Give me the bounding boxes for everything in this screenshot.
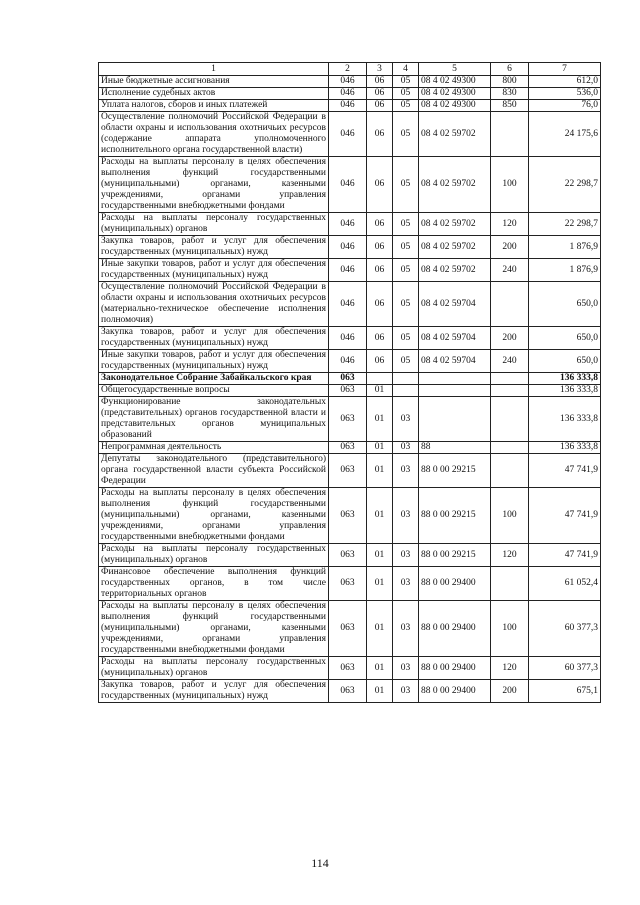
cell-target-article: 88 0 00 29215 <box>419 454 491 488</box>
table-row <box>99 327 601 350</box>
table-row <box>99 236 601 259</box>
cell-subsection: 03 <box>393 601 419 657</box>
cell-expense-type <box>491 442 529 454</box>
cell-subsection: 05 <box>393 350 419 373</box>
cell-ministry-code: 046 <box>329 259 367 282</box>
cell-section <box>367 373 393 385</box>
table-row <box>99 88 601 100</box>
cell-section: 01 <box>367 385 393 397</box>
cell-name: Функционирование законодательных (представительных) органов государственной власти и представительных органов муниципальных образований <box>99 397 329 442</box>
cell-subsection: 03 <box>393 442 419 454</box>
cell-section: 01 <box>367 657 393 680</box>
table-body <box>99 76 601 703</box>
cell-ministry-code: 063 <box>329 385 367 397</box>
budget-table <box>98 62 601 703</box>
column-header: 4 <box>393 63 419 76</box>
cell-name: Расходы на выплаты персоналу в целях обеспечения выполнения функций государственными (муниципальными) органами, казенными учреждениями, органами управления государственными внебюджетными фондами <box>99 601 329 657</box>
cell-target-article <box>419 373 491 385</box>
cell-ministry-code: 046 <box>329 213 367 236</box>
column-header: 6 <box>491 63 529 76</box>
cell-subsection: 05 <box>393 88 419 100</box>
cell-section: 06 <box>367 259 393 282</box>
cell-ministry-code: 046 <box>329 157 367 213</box>
cell-amount: 47 741,9 <box>529 488 601 544</box>
cell-target-article: 88 0 00 29400 <box>419 567 491 601</box>
cell-expense-type: 120 <box>491 544 529 567</box>
cell-expense-type <box>491 567 529 601</box>
cell-amount: 650,0 <box>529 282 601 327</box>
cell-name: Расходы на выплаты персоналу государственных (муниципальных) органов <box>99 657 329 680</box>
table-row <box>99 544 601 567</box>
cell-target-article: 88 0 00 29400 <box>419 680 491 703</box>
cell-amount: 612,0 <box>529 76 601 88</box>
cell-section: 06 <box>367 88 393 100</box>
cell-amount: 24 175,6 <box>529 112 601 157</box>
table-row <box>99 100 601 112</box>
cell-name: Иные бюджетные ассигнования <box>99 76 329 88</box>
cell-expense-type <box>491 373 529 385</box>
cell-subsection <box>393 385 419 397</box>
cell-section: 06 <box>367 157 393 213</box>
cell-amount: 650,0 <box>529 327 601 350</box>
cell-target-article: 88 0 00 29400 <box>419 657 491 680</box>
cell-section: 01 <box>367 454 393 488</box>
cell-amount: 60 377,3 <box>529 601 601 657</box>
cell-target-article: 08 4 02 59702 <box>419 112 491 157</box>
column-header: 5 <box>419 63 491 76</box>
cell-expense-type: 200 <box>491 680 529 703</box>
cell-expense-type <box>491 397 529 442</box>
table-row <box>99 76 601 88</box>
cell-amount: 1 876,9 <box>529 236 601 259</box>
cell-name: Закупка товаров, работ и услуг для обеспечения государственных (муниципальных) нужд <box>99 327 329 350</box>
cell-amount: 61 052,4 <box>529 567 601 601</box>
table-row <box>99 112 601 157</box>
cell-subsection: 05 <box>393 157 419 213</box>
cell-section: 01 <box>367 601 393 657</box>
cell-ministry-code: 046 <box>329 88 367 100</box>
cell-subsection: 03 <box>393 680 419 703</box>
cell-name: Непрограммная деятельность <box>99 442 329 454</box>
cell-expense-type <box>491 112 529 157</box>
cell-target-article: 08 4 02 59702 <box>419 236 491 259</box>
table-row <box>99 373 601 385</box>
cell-target-article: 08 4 02 49300 <box>419 76 491 88</box>
cell-subsection: 03 <box>393 544 419 567</box>
table-row <box>99 601 601 657</box>
table-row <box>99 454 601 488</box>
cell-target-article: 08 4 02 59704 <box>419 327 491 350</box>
cell-expense-type: 100 <box>491 488 529 544</box>
cell-expense-type: 240 <box>491 259 529 282</box>
table-row <box>99 259 601 282</box>
cell-target-article: 88 0 00 29215 <box>419 544 491 567</box>
cell-section: 06 <box>367 112 393 157</box>
cell-amount: 76,0 <box>529 100 601 112</box>
cell-target-article: 08 4 02 59702 <box>419 157 491 213</box>
cell-ministry-code: 046 <box>329 100 367 112</box>
cell-name: Уплата налогов, сборов и иных платежей <box>99 100 329 112</box>
cell-amount: 650,0 <box>529 350 601 373</box>
cell-target-article: 08 4 02 59702 <box>419 213 491 236</box>
cell-section: 01 <box>367 544 393 567</box>
cell-name: Законодательное Собрание Забайкальского края <box>99 373 329 385</box>
cell-ministry-code: 063 <box>329 373 367 385</box>
cell-name: Расходы на выплаты персоналу государственных (муниципальных) органов <box>99 544 329 567</box>
cell-section: 06 <box>367 236 393 259</box>
cell-ministry-code: 063 <box>329 567 367 601</box>
cell-subsection: 05 <box>393 76 419 88</box>
column-header: 7 <box>529 63 601 76</box>
cell-target-article: 08 4 02 59704 <box>419 282 491 327</box>
cell-amount: 22 298,7 <box>529 157 601 213</box>
cell-name: Осуществление полномочий Российской Федерации в области охраны и использования охотничьих ресурсов (содержание аппарата уполномоченного исполнительного органа государственной власти) <box>99 112 329 157</box>
cell-subsection: 05 <box>393 213 419 236</box>
cell-amount: 47 741,9 <box>529 544 601 567</box>
cell-section: 06 <box>367 76 393 88</box>
page-number: 114 <box>311 856 329 870</box>
cell-ministry-code: 046 <box>329 112 367 157</box>
cell-expense-type: 830 <box>491 88 529 100</box>
cell-subsection: 03 <box>393 657 419 680</box>
cell-ministry-code: 063 <box>329 657 367 680</box>
cell-subsection: 05 <box>393 112 419 157</box>
cell-expense-type <box>491 454 529 488</box>
cell-subsection: 03 <box>393 488 419 544</box>
cell-expense-type: 850 <box>491 100 529 112</box>
cell-expense-type: 120 <box>491 213 529 236</box>
cell-expense-type: 200 <box>491 327 529 350</box>
cell-name: Расходы на выплаты персоналу в целях обеспечения выполнения функций государственными (муниципальными) органами, казенными учреждениями, органами управления государственными внебюджетными фондами <box>99 488 329 544</box>
table-row <box>99 657 601 680</box>
cell-name: Финансовое обеспечение выполнения функций государственных органов, в том числе территориальных органов <box>99 567 329 601</box>
cell-amount: 60 377,3 <box>529 657 601 680</box>
cell-subsection: 05 <box>393 327 419 350</box>
cell-name: Иные закупки товаров, работ и услуг для обеспечения государственных (муниципальных) нужд <box>99 259 329 282</box>
cell-target-article: 08 4 02 59702 <box>419 259 491 282</box>
cell-amount: 136 333,8 <box>529 385 601 397</box>
cell-ministry-code: 063 <box>329 680 367 703</box>
cell-target-article: 08 4 02 49300 <box>419 88 491 100</box>
column-header: 3 <box>367 63 393 76</box>
cell-name: Общегосударственные вопросы <box>99 385 329 397</box>
table-row <box>99 680 601 703</box>
cell-name: Иные закупки товаров, работ и услуг для обеспечения государственных (муниципальных) нужд <box>99 350 329 373</box>
cell-section: 06 <box>367 213 393 236</box>
cell-ministry-code: 063 <box>329 488 367 544</box>
cell-section: 01 <box>367 680 393 703</box>
table-row <box>99 282 601 327</box>
cell-ministry-code: 063 <box>329 397 367 442</box>
cell-subsection: 05 <box>393 259 419 282</box>
cell-section: 01 <box>367 442 393 454</box>
table-row <box>99 397 601 442</box>
cell-ministry-code: 046 <box>329 282 367 327</box>
cell-section: 06 <box>367 100 393 112</box>
table-header-row <box>99 63 601 76</box>
cell-expense-type <box>491 282 529 327</box>
cell-name: Осуществление полномочий Российской Федерации в области охраны и использования охотничьих ресурсов (материально-техническое обеспечение исполнения полномочия) <box>99 282 329 327</box>
cell-ministry-code: 063 <box>329 454 367 488</box>
cell-ministry-code: 063 <box>329 544 367 567</box>
table-row <box>99 213 601 236</box>
cell-section: 01 <box>367 488 393 544</box>
cell-amount: 22 298,7 <box>529 213 601 236</box>
cell-expense-type: 100 <box>491 157 529 213</box>
cell-target-article: 08 4 02 49300 <box>419 100 491 112</box>
cell-section: 01 <box>367 567 393 601</box>
table-row <box>99 567 601 601</box>
cell-expense-type <box>491 385 529 397</box>
cell-subsection <box>393 373 419 385</box>
cell-ministry-code: 046 <box>329 350 367 373</box>
cell-target-article <box>419 397 491 442</box>
cell-name: Закупка товаров, работ и услуг для обеспечения государственных (муниципальных) нужд <box>99 236 329 259</box>
cell-name: Закупка товаров, работ и услуг для обеспечения государственных (муниципальных) нужд <box>99 680 329 703</box>
table-row <box>99 488 601 544</box>
cell-subsection: 05 <box>393 100 419 112</box>
cell-ministry-code: 063 <box>329 601 367 657</box>
cell-expense-type: 200 <box>491 236 529 259</box>
cell-subsection: 03 <box>393 567 419 601</box>
cell-name: Расходы на выплаты персоналу в целях обеспечения выполнения функций государственными (муниципальными) органами, казенными учреждениями, органами управления государственными внебюджетными фондами <box>99 157 329 213</box>
cell-section: 06 <box>367 282 393 327</box>
cell-subsection: 05 <box>393 236 419 259</box>
table-row <box>99 157 601 213</box>
cell-name: Депутаты законодательного (представительного) органа государственной власти субъекта Российской Федерации <box>99 454 329 488</box>
cell-amount: 47 741,9 <box>529 454 601 488</box>
cell-amount: 675,1 <box>529 680 601 703</box>
cell-name: Расходы на выплаты персоналу государственных (муниципальных) органов <box>99 213 329 236</box>
cell-ministry-code: 046 <box>329 236 367 259</box>
cell-subsection: 05 <box>393 282 419 327</box>
column-header: 1 <box>99 63 329 76</box>
cell-expense-type: 100 <box>491 601 529 657</box>
cell-subsection: 03 <box>393 454 419 488</box>
cell-amount: 1 876,9 <box>529 259 601 282</box>
cell-section: 01 <box>367 397 393 442</box>
cell-target-article: 88 <box>419 442 491 454</box>
table-row <box>99 442 601 454</box>
cell-ministry-code: 046 <box>329 76 367 88</box>
cell-section: 06 <box>367 350 393 373</box>
cell-amount: 136 333,8 <box>529 442 601 454</box>
cell-amount: 536,0 <box>529 88 601 100</box>
cell-subsection: 03 <box>393 397 419 442</box>
table-row <box>99 350 601 373</box>
cell-amount: 136 333,8 <box>529 397 601 442</box>
cell-amount: 136 333,8 <box>529 373 601 385</box>
cell-section: 06 <box>367 327 393 350</box>
cell-expense-type: 800 <box>491 76 529 88</box>
cell-target-article: 08 4 02 59704 <box>419 350 491 373</box>
cell-target-article: 88 0 00 29215 <box>419 488 491 544</box>
cell-expense-type: 120 <box>491 657 529 680</box>
cell-target-article: 88 0 00 29400 <box>419 601 491 657</box>
table-row <box>99 385 601 397</box>
cell-name: Исполнение судебных актов <box>99 88 329 100</box>
column-header: 2 <box>329 63 367 76</box>
cell-ministry-code: 063 <box>329 442 367 454</box>
cell-target-article <box>419 385 491 397</box>
cell-expense-type: 240 <box>491 350 529 373</box>
cell-ministry-code: 046 <box>329 327 367 350</box>
